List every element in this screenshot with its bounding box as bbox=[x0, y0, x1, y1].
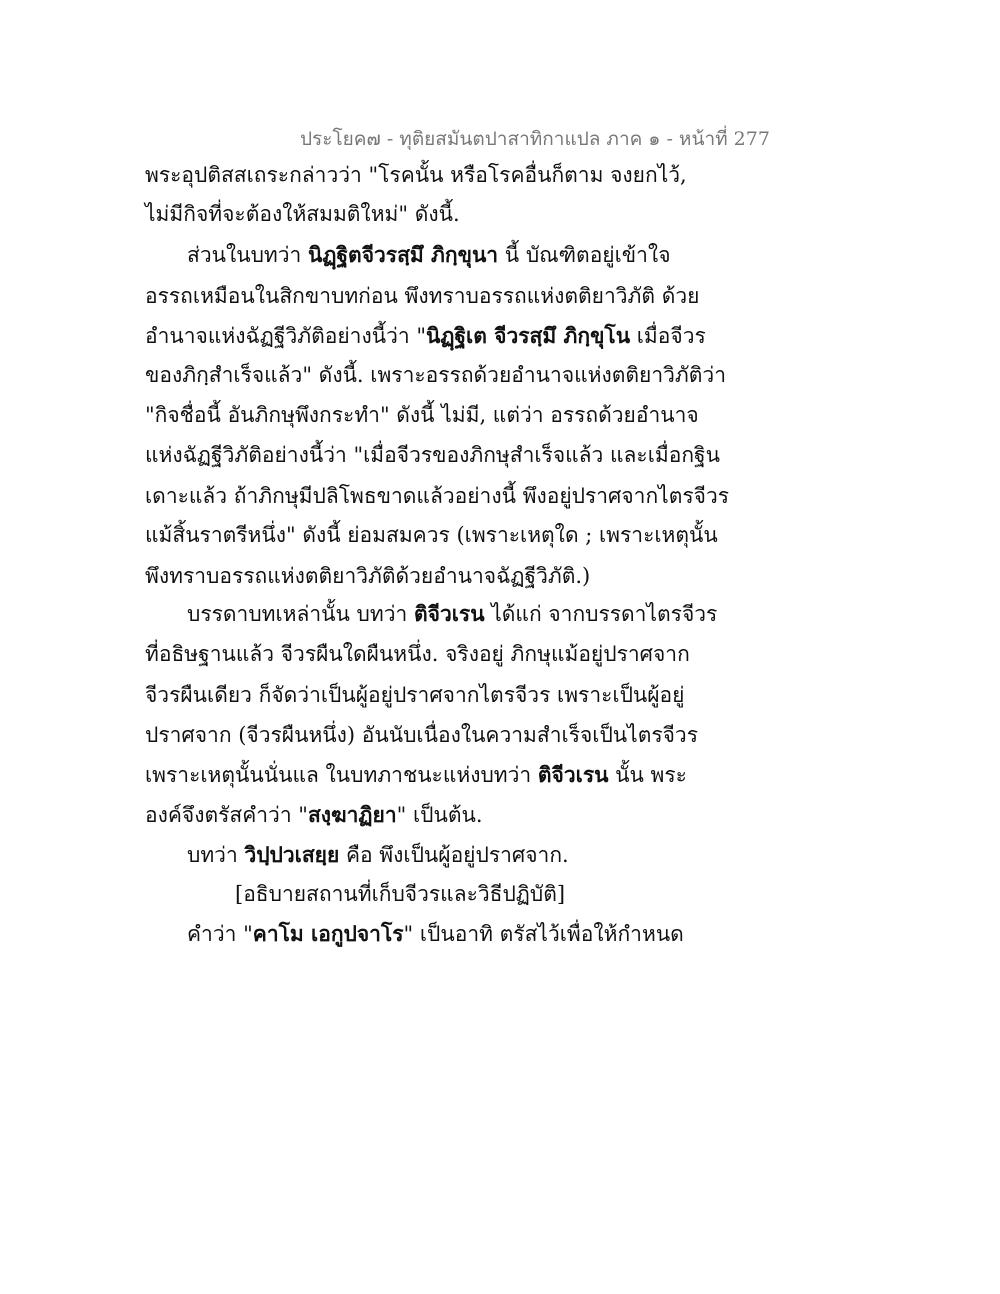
text-run: องค์จึงตรัสคำว่า " bbox=[145, 803, 308, 827]
text-line bbox=[145, 160, 687, 190]
text-line bbox=[187, 919, 684, 949]
text-line bbox=[145, 199, 460, 229]
text-run: เดาะแล้ว ถ้าภิกษุมีปลิโพธขาดแล้วอย่างนี้ พึงอยู่ปราศจากไตรจีวร bbox=[145, 484, 730, 508]
text-line bbox=[145, 520, 718, 550]
text-run: ที่อธิษฐานแล้ว จีวรผืนใดผืนหนึ่ง. จริงอยู่ ภิกษุแม้อยู่ปราศจาก bbox=[145, 642, 690, 666]
text-line bbox=[145, 440, 720, 470]
text-run: ปราศจาก (จีวรผืนหนึ่ง) อันนับเนื่องในความสำเร็จเป็นไตรจีวร bbox=[145, 723, 698, 747]
bold-term: ติจีวเรน bbox=[414, 601, 485, 626]
text-run: นั้น พระ bbox=[608, 763, 687, 787]
bold-term: นิฏฺฐิตจีวรสฺมึ ภิกฺขุนา bbox=[308, 242, 499, 267]
bold-term: คาโม เอกูปจาโร bbox=[252, 921, 404, 946]
text-run: จีวรผืนเดียว ก็จัดว่าเป็นผู้อยู่ปราศจากไตรจีวร เพราะเป็นผู้อยู่ bbox=[145, 683, 685, 707]
text-line bbox=[145, 720, 698, 750]
text-run: คำว่า " bbox=[187, 922, 253, 946]
text-run: ของภิกฺสำเร็จแล้ว" ดังนี้. เพราะอรรถด้วยอำนาจแห่งตติยาวิภัติว่า bbox=[145, 363, 726, 387]
bold-term: นิฏฺฐิเต จีวรสฺมึ ภิกฺขุโน bbox=[426, 323, 631, 348]
text-run: "กิจชื่อนี้ อันภิกษุพึงกระทำ" ดังนี้ ไม่มี, แต่ว่า อรรถด้วยอำนาจ bbox=[145, 403, 699, 427]
text-run: เมื่อจีวร bbox=[630, 324, 706, 348]
text-line bbox=[145, 400, 699, 430]
text-run: คือ พึงเป็นผู้อยู่ปราศจาก. bbox=[339, 843, 569, 867]
text-line bbox=[145, 360, 726, 390]
text-run: เพราะเหตุนั้นนั่นแล ในบทภาชนะแห่งบทว่า bbox=[145, 763, 538, 787]
text-line bbox=[145, 481, 729, 511]
text-run: บทว่า bbox=[187, 843, 245, 867]
bold-term: วิปฺปวเสยฺย bbox=[244, 842, 340, 867]
text-run: แม้สิ้นราตรีหนึ่ง" ดังนี้ ย่อมสมควร (เพราะเหตุใด ; เพราะเหตุนั้น bbox=[145, 523, 718, 547]
text-run: ได้แก่ จากบรรดาไตรจีวร bbox=[484, 602, 718, 626]
text-run: นี้ บัณฑิตอยู่เข้าใจ bbox=[498, 243, 671, 267]
text-line bbox=[145, 561, 590, 591]
bold-term: สงฺฆาฏิยา bbox=[307, 802, 397, 827]
bold-term: ติจีวเรน bbox=[537, 762, 609, 787]
text-run: บรรดาบทเหล่านั้น บทว่า bbox=[187, 602, 414, 626]
text-run: แห่งฉัฏฐีวิภัติอย่างนี้ว่า "เมื่อจีวรของภิกษุสำเร็จแล้ว และเมื่อกฐิน bbox=[145, 443, 720, 467]
page-header: ประโยค๗ - ทุติยสมันตปาสาทิกาแปล ภาค ๑ - หน้าที่ 277 bbox=[300, 128, 770, 150]
text-run: [อธิบายสถานที่เก็บจีวรและวิธีปฏิบัติ] bbox=[235, 882, 566, 906]
text-run: ไม่มีกิจที่จะต้องให้สมมติใหม่" ดังนี้. bbox=[145, 202, 460, 226]
text-line bbox=[145, 760, 687, 790]
text-run: พึงทราบอรรถแห่งตติยาวิภัติด้วยอำนาจฉัฏฐีวิภัติ.) bbox=[145, 564, 591, 588]
text-line bbox=[145, 321, 706, 351]
text-line bbox=[145, 281, 699, 311]
text-line bbox=[187, 840, 569, 870]
text-run: ส่วนในบทว่า bbox=[187, 243, 309, 267]
text-run: " เป็นอาทิ ตรัสไว้เพื่อให้กำหนด bbox=[403, 922, 684, 946]
text-line bbox=[187, 240, 671, 270]
text-run: อำนาจแห่งฉัฏฐีวิภัติอย่างนี้ว่า " bbox=[145, 324, 426, 348]
text-line bbox=[235, 879, 565, 909]
text-run: พระอุปติสสเถระกล่าวว่า "โรคนั้น หรือโรคอื่นก็ตาม จงยกไว้, bbox=[145, 163, 687, 187]
text-line bbox=[187, 599, 717, 629]
text-line bbox=[145, 800, 483, 830]
text-run: " เป็นต้น. bbox=[396, 803, 483, 827]
text-line bbox=[145, 680, 684, 710]
text-run: อรรถเหมือนในสิกขาบทก่อน พึงทราบอรรถแห่งตติยาวิภัติ ด้วย bbox=[145, 284, 700, 308]
text-line bbox=[145, 639, 690, 669]
